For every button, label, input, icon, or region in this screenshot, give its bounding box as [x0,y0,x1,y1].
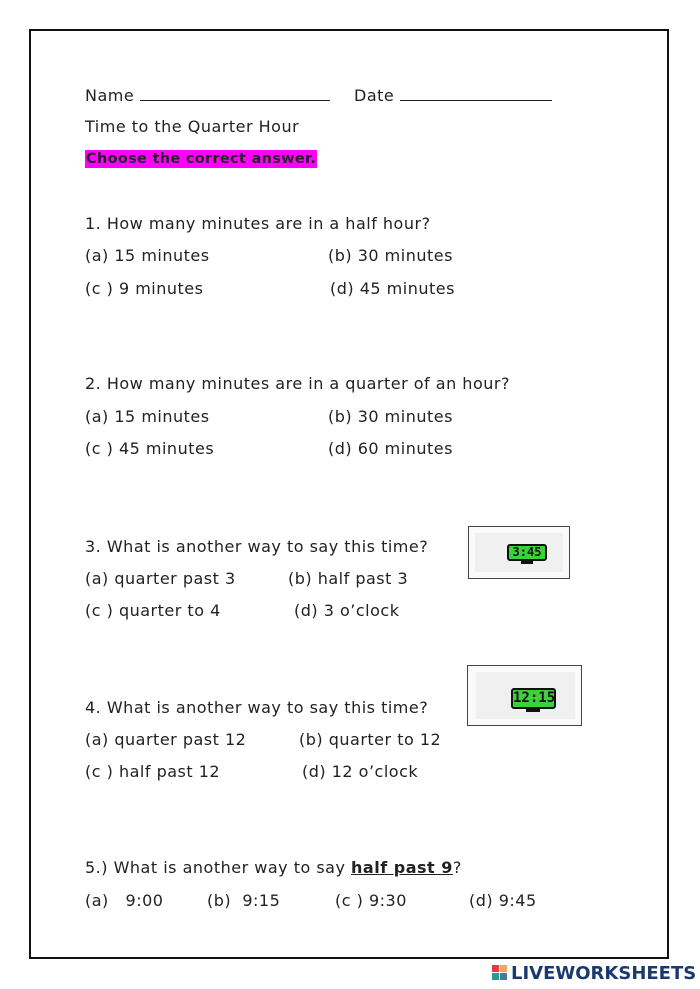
q1-option-d[interactable]: (d) 45 minutes [330,279,455,298]
worksheet-title: Time to the Quarter Hour [85,117,300,136]
q3-option-a[interactable]: (a) quarter past 3 [85,569,236,588]
q4-option-c[interactable]: (c ) half past 12 [85,762,221,781]
instruction-highlight: Choose the correct answer. [86,151,317,167]
q4-option-d[interactable]: (d) 12 o’clock [302,762,419,781]
q2-option-d[interactable]: (d) 60 minutes [328,439,453,458]
question-1-text: 1. How many minutes are in a half hour? [85,214,431,233]
q2-option-c[interactable]: (c ) 45 minutes [85,439,215,458]
q5-option-d[interactable]: (d) 9:45 [469,891,537,910]
q5-text-start: 5.) What is another way to say [85,858,352,877]
q5-text-end: ? [452,858,462,877]
q5-option-a[interactable]: (a) 9:00 [85,891,164,910]
question-2-text: 2. How many minutes are in a quarter of an hour? [85,374,510,393]
q5-option-c[interactable]: (c ) 9:30 [335,891,407,910]
q2-option-a[interactable]: (a) 15 minutes [85,407,210,426]
clock-image-q3 [468,526,570,579]
question-5-text [85,858,462,878]
liveworksheets-brand[interactable]: LIVEWORKSHEETS [511,963,697,984]
q3-option-b[interactable]: (b) half past 3 [288,569,409,588]
question-4-text: 4. What is another way to say this time? [85,698,429,717]
q4-option-a[interactable]: (a) quarter past 12 [85,730,247,749]
digital-clock-display: 3:45 [507,544,547,561]
date-label: Date [354,86,395,105]
name-line [85,86,330,106]
q1-option-c[interactable]: (c ) 9 minutes [85,279,204,298]
liveworksheets-logo-icon [492,965,508,981]
q1-option-a[interactable]: (a) 15 minutes [85,246,210,265]
q5-option-b[interactable]: (b) 9:15 [207,891,281,910]
name-label: Name [85,86,135,105]
question-3-text: 3. What is another way to say this time? [85,537,429,556]
instruction [85,149,317,169]
q4-option-b[interactable]: (b) quarter to 12 [299,730,442,749]
q2-option-b[interactable]: (b) 30 minutes [328,407,453,426]
name-field[interactable] [140,86,330,101]
q5-emphasis: half past 9 [351,858,453,877]
date-line [354,86,552,106]
q1-option-b[interactable]: (b) 30 minutes [328,246,453,265]
clock-image-q4 [467,665,582,726]
q3-option-d[interactable]: (d) 3 o’clock [294,601,400,620]
date-field[interactable] [400,86,552,101]
digital-clock-display: 12:15 [511,688,556,709]
q3-option-c[interactable]: (c ) quarter to 4 [85,601,221,620]
